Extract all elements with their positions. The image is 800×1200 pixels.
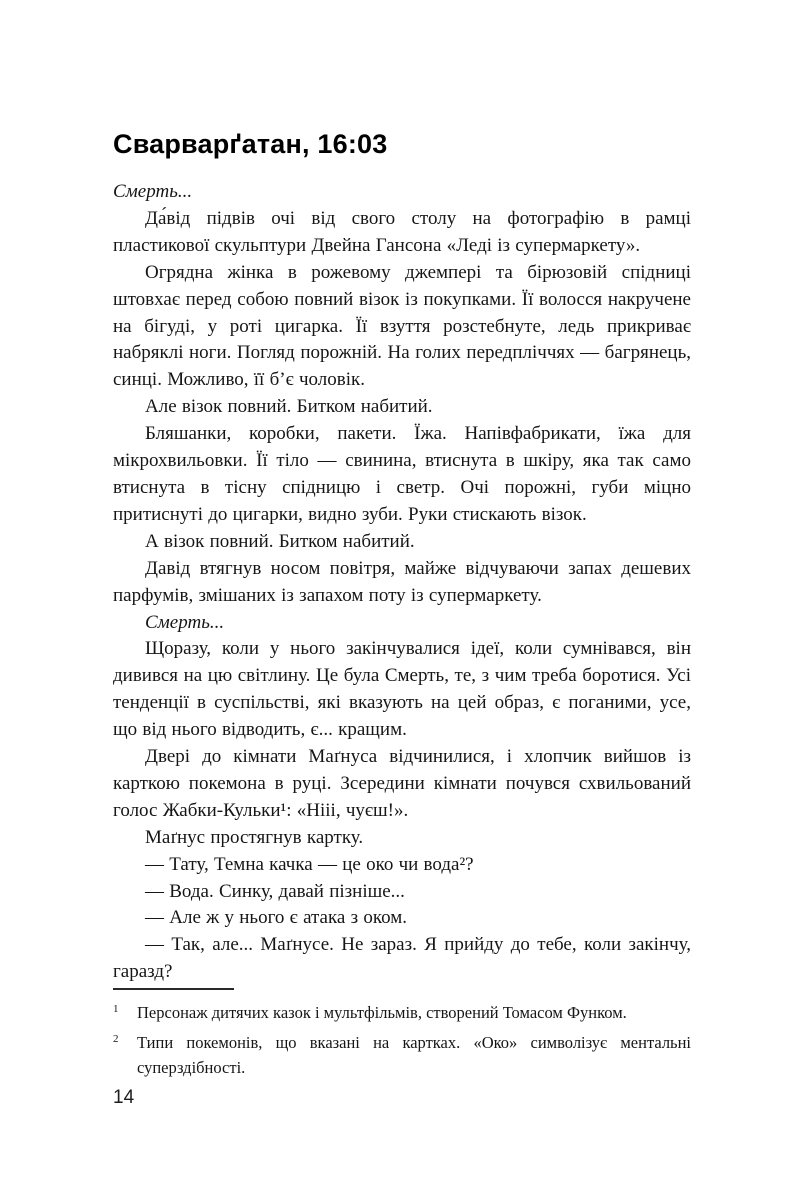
body-paragraph: Щоразу, коли у нього закінчувалися ідеї, коли сумнівався, він дивився на цю світлину. Це була Смерть, те, з чим треба боротися. Усі тенденції в суспільстві, які вказують на цей образ, є поганими, усе, що від нього відводить, є... кращим. [113,638,691,741]
footnote [113,1001,691,1026]
body-paragraph: Бляшанки, коробки, пакети. Їжа. Напівфабрикати, їжа для мікрохвильовки. Її тіло — свинина, втиснута в шкіру, яка так само втиснута в тісну спідницю і светр. Очі порожні, губи міцно притиснуті до цигарки, видно зуби. Руки стискають візок. [113,423,691,525]
body-paragraph: Смерть... [145,611,225,633]
body-paragraph: Огрядна жінка в рожевому джемпері та бірюзовій спідниці штовхає перед собою повний візок із покупками. Її волосся накручене на бігуді, у роті цигарка. Її взуття розстебнуте, ледь прикриває набряклі ноги. Погляд порожній. На голих передпліччях — багрянець, синці. Можливо, її б’є чоловік. [113,261,691,391]
body-paragraph: Але візок повний. Битком набитий. [145,396,433,418]
footnote-text: Персонаж дитячих казок і мультфільмів, створений Томасом Функом. [137,1002,627,1022]
body-paragraph: Маґнус простягнув картку. [145,826,364,848]
footnote-marker: 2 [113,1033,119,1045]
body-text [113,179,691,986]
dialogue-line: — Тату, Темна качка — це око чи вода²? [145,853,474,875]
footnote [113,1031,691,1080]
page-content [113,128,691,1088]
footnote-section [113,988,691,1089]
chapter-heading: Сварварґатан, 16:03 [113,129,388,159]
body-paragraph: Да́від підвів очі від свого столу на фотографію в рамці пластикової скульптури Двейна Гансона «Леді із супермаркету». [113,207,691,256]
footnote-separator [113,988,234,990]
body-paragraph: Давід втягнув носом повітря, майже відчуваючи запах дешевих парфумів, змішаних із запахом поту із супермаркету. [113,557,691,606]
body-paragraph: А візок повний. Битком набитий. [145,530,415,552]
footnote-marker: 1 [113,1002,119,1015]
body-paragraph: Двері до кімнати Маґнуса відчинилися, і хлопчик вийшов із карткою покемона в руці. Зсередини кімнати почувся схвильований голос Жабки-Кульки¹: «Нііі, чуєш!». [113,746,691,821]
footnote-text: Типи покемонів, що вказані на картках. «Око» символізує ментальні суперздібності. [137,1033,691,1077]
body-paragraph: Смерть... [113,181,193,202]
dialogue-line: — Так, але... Маґнусе. Не зараз. Я прийду до тебе, коли закінчу, гаразд? [113,934,691,983]
page-number: 14 [113,1087,135,1108]
dialogue-line: — Вода. Синку, давай пізніше... [145,880,405,902]
dialogue-line: — Але ж у нього є атака з оком. [145,907,408,929]
